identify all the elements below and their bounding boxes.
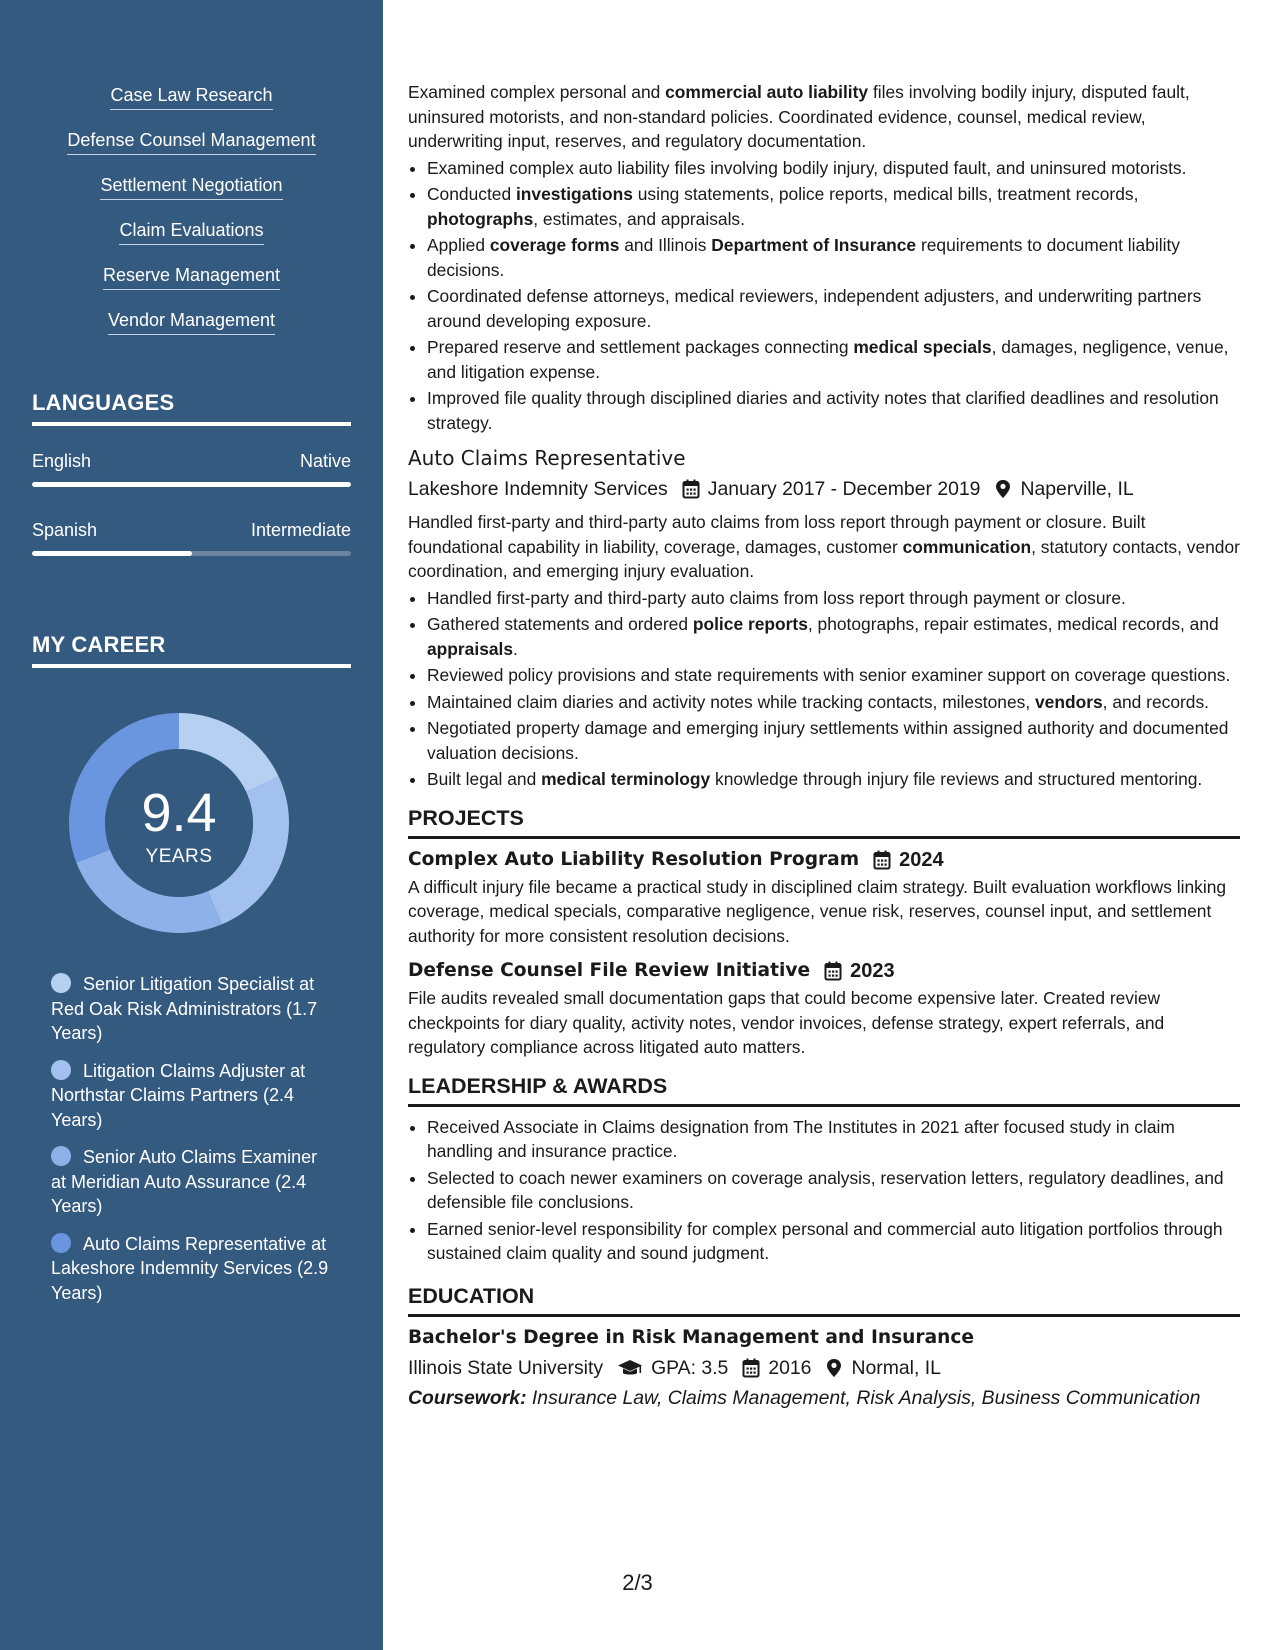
career-total-years: 9.4 (141, 783, 217, 843)
career-legend-item (51, 1059, 336, 1133)
gpa: GPA: 3.5 (651, 1356, 729, 1379)
language-level: Intermediate (250, 520, 351, 540)
bullet-item: • Reviewed policy provisions and state requirements with senior examiner support on coverage questions. (427, 663, 1240, 688)
career-legend-item (51, 1232, 336, 1306)
map-pin-icon (994, 479, 1012, 499)
map-pin-icon (825, 1358, 843, 1378)
graduation-cap-icon (617, 1358, 643, 1378)
career-heading: MY CAREER (32, 632, 351, 668)
coursework-label: Coursework: (408, 1386, 527, 1409)
role-bullets (408, 586, 1240, 792)
language-level: Native (299, 451, 351, 471)
bullet-item: • Maintained claim diaries and activity notes while tracking contacts, milestones, vendors, and records. (427, 690, 1240, 715)
language-name: English (32, 451, 92, 471)
bullet-item: • Gathered statements and ordered police reports, photographs, repair estimates, medical records, and appraisals. (427, 612, 1240, 661)
calendar-icon (682, 479, 700, 499)
bullet-item: • Examined complex auto liability files involving bodily injury, disputed fault, and uninsured motorists. (427, 156, 1240, 181)
career-legend-text: Litigation Claims Adjuster at Northstar Claims Partners (2.4 Years) (51, 1060, 306, 1130)
project-title: Complex Auto Liability Resolution Program (408, 848, 860, 870)
role-location: Naperville, IL (1020, 478, 1134, 500)
bullet-item: • Selected to coach newer examiners on coverage analysis, reservation letters, regulatory deadlines, and defensible file conclusions. (427, 1166, 1240, 1215)
coursework-list: Insurance Law, Claims Management, Risk Analysis, Business Communication (531, 1386, 1201, 1409)
career-legend-item (51, 972, 336, 1046)
career-legend (51, 972, 336, 1318)
bullet-item: • Earned senior-level responsibility for complex personal and commercial auto litigation portfolios through sustained claim quality and sound judgment. (427, 1217, 1240, 1266)
leadership-heading: LEADERSHIP & AWARDS (408, 1072, 1240, 1107)
language-proficiency-fill (32, 551, 192, 556)
skill-link[interactable]: Case Law Research (110, 84, 272, 110)
career-total-unit: YEARS (145, 846, 213, 867)
degree-title: Bachelor's Degree in Risk Management and Insurance (408, 1326, 974, 1348)
company-name: Lakeshore Indemnity Services (408, 478, 668, 500)
project-title-row (408, 847, 1240, 873)
language-name: Spanish (32, 520, 98, 540)
leadership-list (408, 1115, 1240, 1266)
skill-link[interactable]: Vendor Management (108, 309, 275, 335)
calendar-icon (742, 1358, 760, 1378)
bullet-item: • Negotiated property damage and emerging injury settlements within assigned authority and documented valuation decisions. (427, 716, 1240, 765)
bullet-item: • Prepared reserve and settlement packages connecting medical specials, damages, negligence, venue, and litigation expense. (427, 335, 1240, 384)
bullet-item: • Handled first-party and third-party auto claims from loss report through payment or closure. (427, 586, 1240, 611)
bullet-item: • Coordinated defense attorneys, medical reviewers, independent adjusters, and underwriting partners around developing exposure. (427, 284, 1240, 333)
language-english (32, 450, 351, 487)
coursework (408, 1385, 1240, 1411)
education-heading: EDUCATION (408, 1282, 1240, 1317)
bullet-item: • Received Associate in Claims designation from The Institutes in 2021 after focused study in claim handling and insurance practice. (427, 1115, 1240, 1164)
skill-link[interactable]: Claim Evaluations (119, 219, 263, 245)
bullet-item: • Conducted investigations using statements, police reports, medical bills, treatment records, photographs, estimates, and appraisals. (427, 182, 1240, 231)
languages-heading: LANGUAGES (32, 390, 351, 426)
project-title: Defense Counsel File Review Initiative (408, 960, 811, 981)
skill-link[interactable]: Defense Counsel Management (67, 129, 315, 155)
language-proficiency-fill (32, 482, 351, 487)
previous-role-bullets (408, 156, 1240, 436)
school-location: Normal, IL (851, 1356, 941, 1379)
skill-link[interactable]: Settlement Negotiation (100, 174, 282, 200)
language-proficiency-bar (32, 482, 351, 487)
project-description: File audits revealed small documentation gaps that could become expensive later. Created review checkpoints for diary quality, activity notes, vendor invoices, defense strategy, expert referrals, and regulatory compliance across litigated auto matters. (408, 988, 1165, 1057)
bullet-item: • Built legal and medical terminology knowledge through injury file reviews and structured mentoring. (427, 767, 1240, 792)
career-legend-text: Auto Claims Representative at Lakeshore Indemnity Services (2.9 Years) (51, 1233, 329, 1303)
legend-dot (51, 973, 71, 993)
career-legend-text: Senior Auto Claims Examiner at Meridian Auto Assurance (2.4 Years) (51, 1147, 318, 1216)
role-dates: January 2017 - December 2019 (707, 478, 981, 500)
career-legend-text: Senior Litigation Specialist at Red Oak Risk Administrators (1.7 Years) (51, 974, 318, 1043)
legend-dot (51, 1146, 71, 1166)
main-content (408, 80, 1240, 1411)
role-title: Auto Claims Representative (408, 446, 686, 470)
project-title-row (408, 958, 1240, 984)
legend-dot (51, 1233, 71, 1253)
skills-list (0, 84, 383, 354)
role-meta (408, 476, 1240, 502)
career-legend-item (51, 1145, 336, 1219)
sidebar (0, 0, 383, 1650)
legend-dot (51, 1060, 71, 1080)
project-year: 2024 (899, 848, 944, 871)
calendar-icon (873, 850, 891, 870)
project-description: A difficult injury file became a practical study in disciplined claim strategy. Built evaluation workflows linking coverage, medical specials, comparative negligence, venue risk, reserves, counsel input, and settlement authority for more consistent resolution decisions. (408, 876, 1227, 946)
language-spanish (32, 519, 351, 556)
bullet-item: • Applied coverage forms and Illinois Department of Insurance requirements to document liability decisions. (427, 233, 1240, 282)
skill-link[interactable]: Reserve Management (103, 264, 280, 290)
bullet-item: • Improved file quality through disciplined diaries and activity notes that clarified deadlines and resolution strategy. (427, 386, 1240, 435)
projects-heading: PROJECTS (408, 804, 1240, 839)
previous-role-summary: Examined complex personal and commercial auto liability files involving bodily injury, disputed fault, uninsured motorists, and non-standard policies. Coordinated evidence, counsel, medical review, underwriting input, reserves, and regulatory documentation. (408, 82, 1190, 151)
language-proficiency-bar (32, 551, 351, 556)
calendar-icon (824, 961, 842, 981)
education-meta (408, 1355, 1240, 1381)
role-summary: Handled first-party and third-party auto claims from loss report through payment or closure. Built foundational capability in liability, coverage, damages, customer communication, statutory contacts, vendor coordination, and emerging injury evaluation. (408, 512, 1240, 581)
project-year: 2023 (850, 960, 895, 982)
school-name: Illinois State University (408, 1356, 604, 1379)
graduation-year: 2016 (768, 1356, 812, 1379)
page-number: 2/3 (622, 1570, 653, 1595)
